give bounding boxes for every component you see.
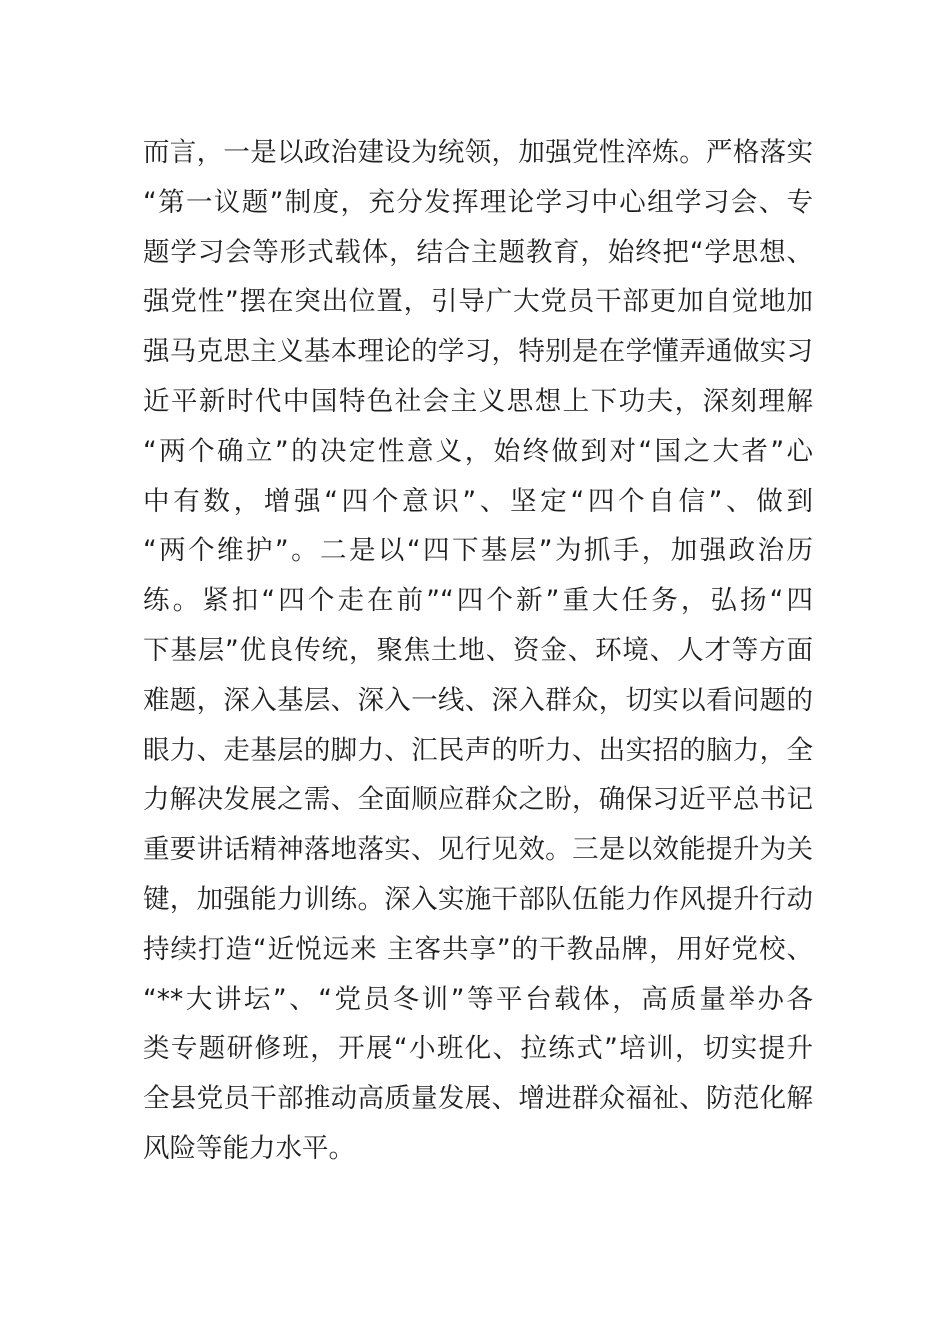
text-line: 中有数，增强“四个意识”、坚定“四个自信”、做到 <box>143 485 813 517</box>
text-line: 而言，一是以政治建设为统领，加强党性淬炼。严格落实 <box>143 137 813 168</box>
text-line: 力解决发展之需、全面顺应群众之盼，确保习近平总书记 <box>143 784 813 816</box>
text-line: 持续打造“近悦远来 主客共享”的干教品牌，用好党校、 <box>143 933 813 965</box>
text-line: 重要讲话精神落地落实、见行见效。三是以效能提升为关 <box>143 834 813 866</box>
text-line: “两个维护”。二是以“四下基层”为抓手，加强政治历 <box>143 535 813 567</box>
text-line: 难题，深入基层、深入一线、深入群众，切实以看问题的 <box>143 684 813 716</box>
body-paragraph <box>143 128 813 1174</box>
text-line-last: 风险等能力水平。 <box>143 1132 355 1164</box>
text-line: 下基层”优良传统，聚焦土地、资金、环境、人才等方面 <box>143 634 813 666</box>
text-line: 键，加强能力训练。深入实施干部队伍能力作风提升行动 <box>143 883 813 915</box>
text-line: 练。紧扣“四个走在前”“四个新”重大任务，弘扬“四 <box>143 585 813 617</box>
text-line: 眼力、走基层的脚力、汇民声的听力、出实招的脑力，全 <box>143 734 813 766</box>
text-line: 强党性”摆在突出位置，引导广大党员干部更加自觉地加 <box>143 286 813 318</box>
text-line: 全县党员干部推动高质量发展、增进群众福祉、防范化解 <box>143 1083 813 1115</box>
text-line: 题学习会等形式载体，结合主题教育，始终把“学思想、 <box>143 236 813 268</box>
text-line: “第一议题”制度，充分发挥理论学习中心组学习会、专 <box>143 186 813 218</box>
text-line: 近平新时代中国特色社会主义思想上下功夫，深刻理解 <box>143 385 813 417</box>
text-line: “两个确立”的决定性意义，始终做到对“国之大者”心 <box>143 435 813 467</box>
text-line: “**大讲坛”、“党员冬训”等平台载体，高质量举办各 <box>143 983 813 1015</box>
text-line: 强马克思主义基本理论的学习，特别是在学懂弄通做实习 <box>143 336 813 368</box>
text-line: 类专题研修班，开展“小班化、拉练式”培训，切实提升 <box>143 1033 813 1065</box>
